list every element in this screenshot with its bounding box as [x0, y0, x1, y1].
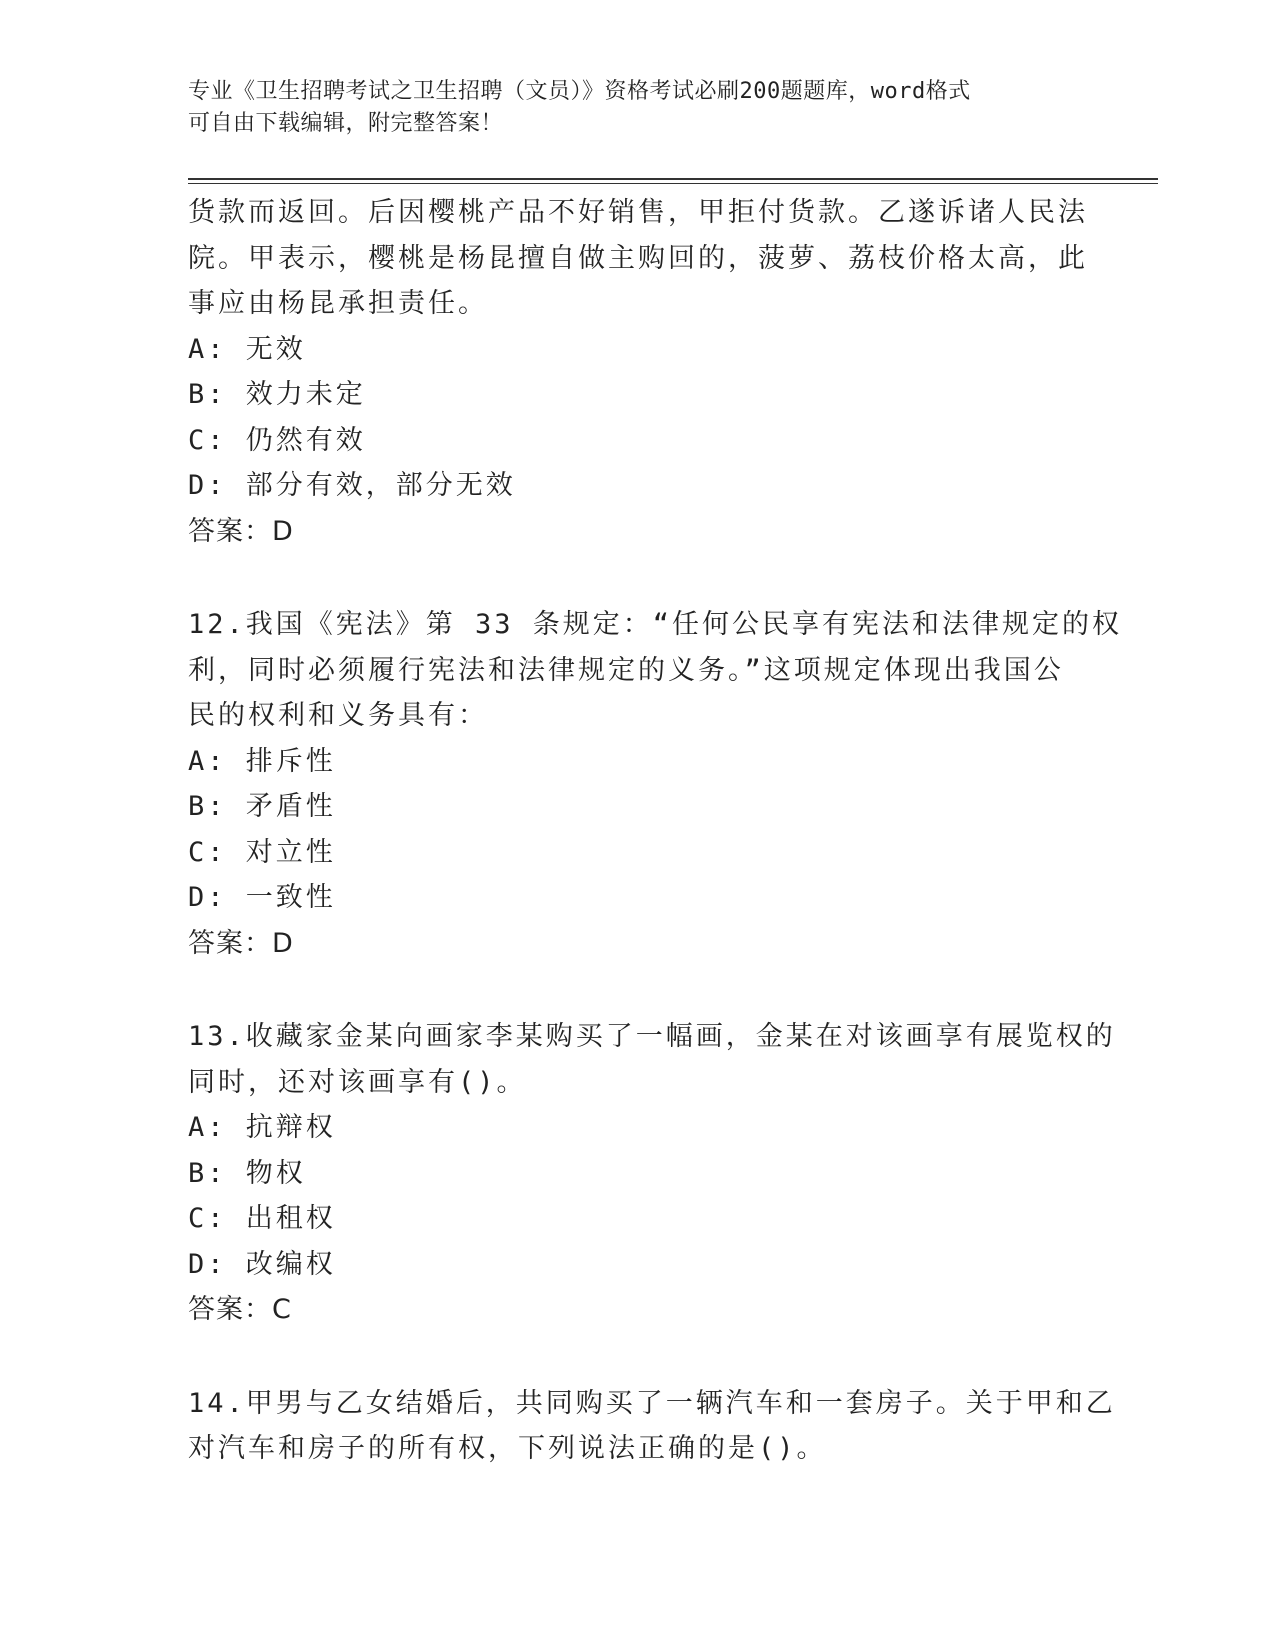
question-stem-line: 12.我国《宪法》第 33 条规定：“任何公民享有宪法和法律规定的权 — [188, 609, 1123, 640]
question-stem-line: 同时，还对该画享有()。 — [188, 1066, 527, 1098]
header-divider-thick — [188, 178, 1158, 180]
option-b: B: 矛盾性 — [188, 791, 336, 822]
header-line-1: 专业《卫生招聘考试之卫生招聘（文员）》资格考试必刷200题题库，word格式 — [188, 79, 971, 104]
question-12 — [188, 602, 1123, 966]
question-stem-line: 14.甲男与乙女结婚后，共同购买了一辆汽车和一套房子。关于甲和乙 — [188, 1387, 1116, 1419]
question-list — [188, 190, 1123, 1472]
option-d: D: 一致性 — [188, 882, 336, 913]
answer-line: 答案：C — [188, 1294, 292, 1325]
question-stem-line: 13.收藏家金某向画家李某购买了一幅画，金某在对该画享有展览权的 — [188, 1021, 1116, 1052]
question-spacer — [188, 554, 1088, 602]
option-b: B: 物权 — [188, 1157, 306, 1189]
question-14 — [188, 1381, 1116, 1472]
answer-line: 答案：D — [188, 927, 294, 959]
header-divider-thin — [188, 183, 1158, 184]
question-spacer — [188, 1333, 1088, 1381]
question-stem-line: 利，同时必须履行宪法和法律规定的义务。”这项规定体现出我国公 — [188, 654, 1064, 686]
header-line-2: 可自由下载编辑，附完整答案！ — [188, 111, 504, 136]
question-spacer — [188, 966, 1088, 1014]
document-header — [188, 76, 1088, 140]
answer-line: 答案：D — [188, 515, 294, 547]
question-stem-line: 货款而返回。后因樱桃产品不好销售，甲拒付货款。乙遂诉诸人民法 — [188, 197, 1088, 228]
question-stem-line: 院。甲表示，樱桃是杨昆擅自做主购回的，菠萝、荔枝价格太高，此 — [188, 242, 1088, 274]
option-d: D: 改编权 — [188, 1248, 336, 1280]
question-stem-line: 民的权利和义务具有： — [188, 700, 488, 731]
option-a: A: 排斥性 — [188, 745, 336, 777]
option-a: A: 抗辩权 — [188, 1112, 336, 1143]
question-stem-line: 对汽车和房子的所有权，下列说法正确的是()。 — [188, 1433, 827, 1464]
option-c: C: 对立性 — [188, 836, 336, 868]
question-stem-line: 事应由杨昆承担责任。 — [188, 288, 488, 319]
option-b: B: 效力未定 — [188, 379, 366, 410]
option-c: C: 出租权 — [188, 1203, 336, 1234]
option-c: C: 仍然有效 — [188, 424, 366, 456]
option-a: A: 无效 — [188, 333, 306, 365]
question-13 — [188, 1014, 1116, 1333]
question-11 — [188, 190, 1088, 554]
option-d: D: 部分有效，部分无效 — [188, 470, 516, 501]
